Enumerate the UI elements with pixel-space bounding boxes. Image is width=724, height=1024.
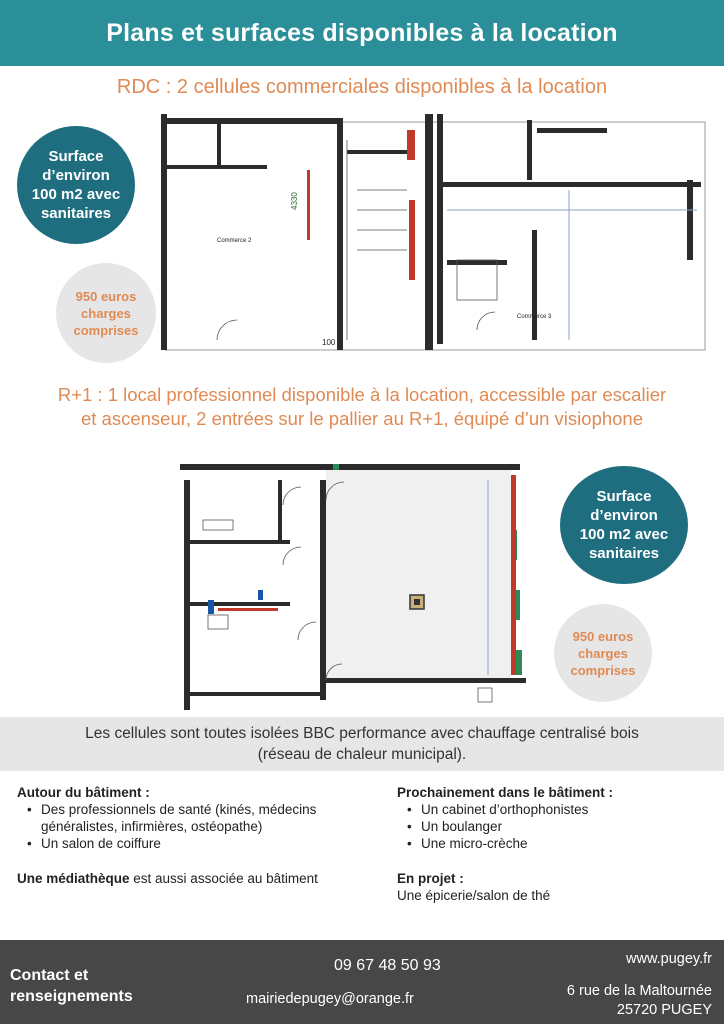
r1-surface-badge [560,466,688,584]
r1-surface-line3: 100 m2 avec [579,526,669,543]
footer [0,940,724,1024]
dimension-label: 4330 [290,192,299,210]
r1-price-line1: 950 euros [572,628,634,644]
insulation-line2: (réseau de chaleur municipal). [257,746,467,763]
rdc-surface-line3: 100 m2 avec [31,186,121,203]
rdc-price-line3: comprises [73,322,139,338]
contact-line2: renseignements [10,988,133,1005]
website-link[interactable]: www.pugey.fr [626,951,712,967]
upcoming-heading: Prochainement dans le bâtiment : [397,785,614,800]
rdc-surface-line1: Surface [48,148,104,165]
r1-price-badge [554,604,652,702]
r1-surface-line4: sanitaires [588,545,660,562]
r1-price-line3: comprises [570,662,636,678]
phone-number[interactable]: 09 67 48 50 93 [334,957,441,974]
commerce-3-label: Commerce 3 [517,314,552,320]
media-library-rest: est aussi associée au bâtiment [129,871,318,886]
upcoming-section [397,784,707,904]
plan-number-label: 100 [322,338,336,347]
rdc-title: RDC : 2 cellules commerciales disponibles à la location [116,76,608,98]
r1-surface-line1: Surface [596,488,652,505]
r1-title-line1: R+1 : 1 local professionnel disponible à la location, accessible par escalier [57,384,667,405]
list-item: • Un boulanger [397,818,707,835]
rdc-floor-plan [157,110,712,360]
r1-title-line2: et ascenseur, 2 entrées sur le pallier au R+1, équipé d’un visiophone [80,408,644,429]
around-building-section [17,784,347,887]
contact-line1: Contact et [10,967,89,984]
list-item: • Des professionnels de santé (kinés, médecins généralistes, infirmières, ostéopathe) [17,801,347,835]
media-library-bold: Une médiathèque [17,871,130,886]
rdc-price-badge [56,263,156,363]
r1-price-line2: charges [578,645,628,661]
rdc-surface-badge [17,126,135,244]
list-item: • Une micro-crèche [397,835,707,852]
rdc-surface-line2: d’environ [42,167,110,184]
list-item: • Un salon de coiffure [17,835,347,852]
rdc-price-line1: 950 euros [75,288,137,304]
around-building-heading: Autour du bâtiment : [17,785,150,800]
insulation-text [85,723,639,765]
r1-floor-plan-drawing [178,460,530,710]
page-title: Plans et surfaces disponibles à la location [106,18,618,47]
address-line2: 25720 PUGEY [616,1002,712,1018]
around-building-list [17,801,347,852]
commerce-2-label: Commerce 2 [217,238,252,244]
insulation-line1: Les cellules sont toutes isolées BBC performance avec chauffage centralisé bois [85,725,639,742]
address [567,982,712,1020]
insulation-band [0,717,724,771]
project-heading: En projet : [397,871,464,886]
project-text: Une épicerie/salon de thé [397,888,551,903]
contact-heading [10,965,180,1007]
rdc-floor-plan-drawing [157,110,712,360]
r1-title [0,383,724,431]
rdc-surface-line4: sanitaires [40,205,112,222]
list-item: • Un cabinet d’orthophonistes [397,801,707,818]
address-line1: 6 rue de la Maltournée [566,983,712,999]
email-link[interactable]: mairiedepugey@orange.fr [246,991,414,1007]
page-header [0,0,724,66]
upcoming-list [397,801,707,852]
r1-surface-line2: d’environ [590,507,658,524]
media-library-text [17,870,347,887]
rdc-price-line2: charges [81,305,131,321]
r1-floor-plan [178,460,530,710]
